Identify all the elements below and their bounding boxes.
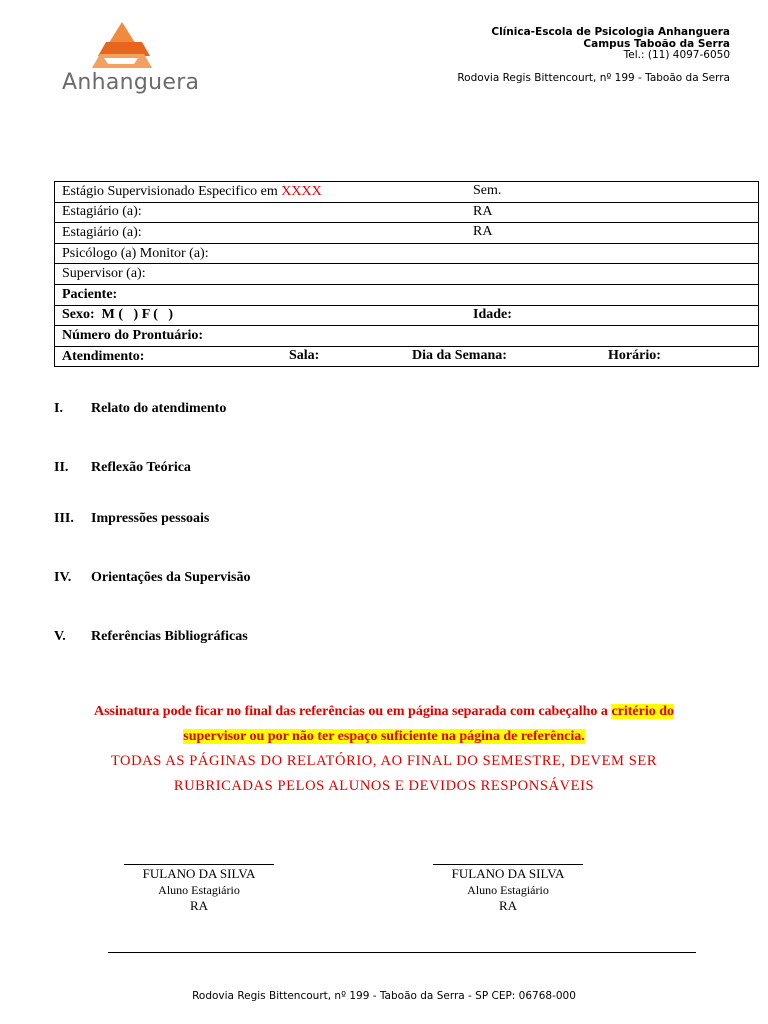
table-row xyxy=(55,223,759,244)
signature-notice-cont: supervisor ou por não ter espaço suficiente na página de referência. xyxy=(183,729,585,744)
appointment-label: Atendimento: xyxy=(62,348,145,364)
internship-placeholder: XXXX xyxy=(281,183,322,199)
logo-triangle-icon xyxy=(92,22,152,68)
signer-role: Aluno Estagiário xyxy=(158,883,240,897)
table-row xyxy=(55,202,759,223)
patient-label: Paciente: xyxy=(62,286,118,302)
section-heading: IV. Orientações da Supervisão xyxy=(54,570,251,585)
table-row xyxy=(55,264,759,285)
section-heading: V. Referências Bibliográficas xyxy=(54,629,248,644)
age-label: Idade: xyxy=(473,306,512,322)
section-heading: II. Reflexão Teórica xyxy=(54,460,191,475)
room-label: Sala: xyxy=(289,347,320,363)
clinic-name: Clínica-Escola de Psicologia Anhanguera xyxy=(491,26,730,38)
supervisor-label: Supervisor (a): xyxy=(62,266,146,282)
weekday-label: Dia da Semana: xyxy=(412,347,507,363)
record-number-label: Número do Prontuário: xyxy=(62,327,204,343)
signer-name: FULANO DA SILVA xyxy=(451,866,565,881)
rubric-notice-cont: RUBRICADAS PELOS ALUNOS E DEVIDOS RESPONSÁVEIS xyxy=(173,778,595,794)
sex-label: Sexo: M ( ) F ( ) xyxy=(62,307,174,323)
signature-line xyxy=(433,864,583,865)
intern-label: Estagiário (a): xyxy=(62,204,142,220)
semester-label: Sem. xyxy=(473,183,502,198)
info-table xyxy=(54,181,759,367)
phone-number: Tel.: (11) 4097-6050 xyxy=(623,49,730,61)
intern-label: Estagiário (a): xyxy=(62,224,142,240)
ra-label: RA xyxy=(473,203,493,219)
footer-divider xyxy=(108,952,696,953)
signature-line xyxy=(124,864,274,865)
rubric-notice: TODAS AS PÁGINAS DO RELATÓRIO, AO FINAL DO SEMESTRE, DEVEM SER xyxy=(110,753,658,769)
monitor-label: Psicólogo (a) Monitor (a): xyxy=(62,245,209,261)
header-address: Rodovia Regis Bittencourt, nº 199 - Taboão da Serra xyxy=(457,72,730,84)
table-row xyxy=(55,182,759,203)
section-heading: I. Relato do atendimento xyxy=(54,401,227,416)
footer-address: Rodovia Regis Bittencourt, nº 199 - Taboão da Serra - SP CEP: 06768-000 xyxy=(192,990,576,1002)
signer-ra: RA xyxy=(498,898,518,913)
ra-label: RA xyxy=(473,224,493,240)
table-row xyxy=(55,243,759,264)
table-row xyxy=(55,284,759,305)
logo-wordmark: Anhanguera xyxy=(62,70,200,95)
signature-block xyxy=(124,866,274,914)
time-label: Horário: xyxy=(608,347,661,363)
internship-label: Estágio Supervisionado Especifico em xyxy=(62,183,278,199)
table-row xyxy=(55,305,759,326)
signature-block xyxy=(433,866,583,914)
table-row xyxy=(55,346,759,367)
table-row xyxy=(55,326,759,347)
section-heading: III. Impressões pessoais xyxy=(54,511,210,526)
signature-notice: Assinatura pode ficar no final das referências ou em página separada com cabeçalho a critério do xyxy=(93,704,675,719)
campus-name: Campus Taboão da Serra xyxy=(583,38,730,50)
signer-name: FULANO DA SILVA xyxy=(142,866,256,881)
signer-role: Aluno Estagiário xyxy=(467,883,549,897)
signer-ra: RA xyxy=(189,898,209,913)
